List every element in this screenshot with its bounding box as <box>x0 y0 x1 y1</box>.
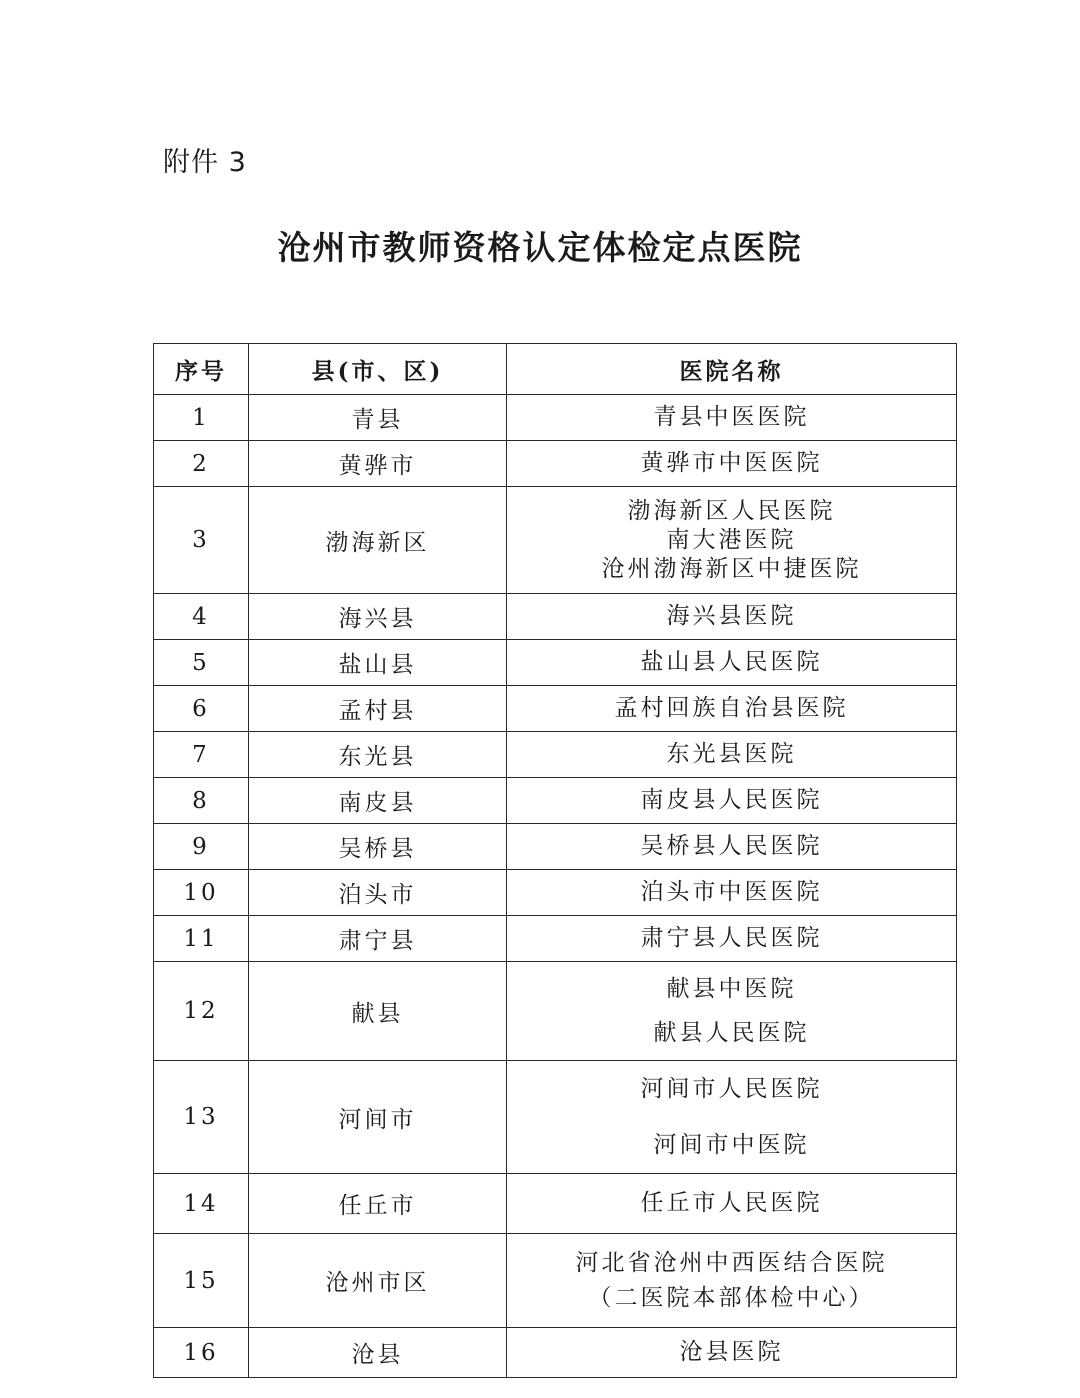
row-no: 11 <box>154 916 249 962</box>
table-header-row <box>154 344 957 395</box>
row-county: 孟村县 <box>249 686 507 732</box>
row-no: 2 <box>154 441 249 487</box>
row-hospitals <box>507 1234 957 1328</box>
row-county: 青县 <box>249 395 507 441</box>
row-hospitals <box>507 395 957 441</box>
row-no: 7 <box>154 732 249 778</box>
hospital-name: 沧县医院 <box>679 1339 784 1365</box>
row-no: 14 <box>154 1174 249 1234</box>
table-row <box>154 395 957 441</box>
hospital-name: 肃宁县人民医院 <box>640 925 823 951</box>
hospital-name: 南大港医院 <box>666 526 797 553</box>
row-county: 任丘市 <box>249 1174 507 1234</box>
table-row <box>154 686 957 732</box>
table-row <box>154 594 957 640</box>
row-county: 渤海新区 <box>249 487 507 594</box>
hospital-name: 黄骅市中医医院 <box>640 450 823 476</box>
row-no: 12 <box>154 962 249 1061</box>
hospital-name: 河北省沧州中西医结合医院 <box>575 1249 888 1276</box>
table-row <box>154 778 957 824</box>
row-county: 南皮县 <box>249 778 507 824</box>
hospital-name: 献县中医院 <box>666 976 797 1002</box>
row-hospitals <box>507 1328 957 1378</box>
row-county: 肃宁县 <box>249 916 507 962</box>
table-row <box>154 962 957 1061</box>
row-hospitals <box>507 441 957 487</box>
hospital-name: 青县中医医院 <box>653 404 810 430</box>
table-row <box>154 916 957 962</box>
table-row <box>154 1174 957 1234</box>
table-row <box>154 1061 957 1174</box>
hospital-name: 泊头市中医医院 <box>640 879 823 905</box>
row-no: 16 <box>154 1328 249 1378</box>
row-hospitals <box>507 1174 957 1234</box>
row-no: 15 <box>154 1234 249 1328</box>
hospital-name: 河间市人民医院 <box>640 1076 823 1102</box>
hospital-name: 吴桥县人民医院 <box>640 833 823 859</box>
row-county: 盐山县 <box>249 640 507 686</box>
hospital-name: 河间市中医院 <box>653 1132 810 1158</box>
row-county: 东光县 <box>249 732 507 778</box>
hospital-name: 东光县医院 <box>666 741 797 767</box>
row-hospitals <box>507 686 957 732</box>
header-county: 县(市、区) <box>249 344 507 395</box>
hospital-name: 海兴县医院 <box>666 603 797 629</box>
table-row <box>154 732 957 778</box>
row-county: 泊头市 <box>249 870 507 916</box>
hospital-name: 沧州渤海新区中捷医院 <box>601 555 862 582</box>
row-no: 1 <box>154 395 249 441</box>
row-no: 5 <box>154 640 249 686</box>
row-hospitals <box>507 916 957 962</box>
row-county: 海兴县 <box>249 594 507 640</box>
table-row <box>154 640 957 686</box>
row-hospitals <box>507 487 957 594</box>
row-no: 6 <box>154 686 249 732</box>
table-row <box>154 824 957 870</box>
row-hospitals <box>507 870 957 916</box>
header-no: 序号 <box>154 344 249 395</box>
row-county: 沧县 <box>249 1328 507 1378</box>
hospital-name: 任丘市人民医院 <box>640 1190 823 1216</box>
hospital-table <box>153 343 957 1378</box>
row-county: 沧州市区 <box>249 1234 507 1328</box>
row-no: 9 <box>154 824 249 870</box>
table-row <box>154 1234 957 1328</box>
attachment-label: 附件 3 <box>163 147 247 178</box>
row-county: 吴桥县 <box>249 824 507 870</box>
row-county: 黄骅市 <box>249 441 507 487</box>
hospital-name: 孟村回族自治县医院 <box>614 695 849 721</box>
row-hospitals <box>507 1061 957 1174</box>
hospital-name: 献县人民医院 <box>653 1020 810 1046</box>
row-county: 河间市 <box>249 1061 507 1174</box>
row-hospitals <box>507 594 957 640</box>
hospital-name: 盐山县人民医院 <box>640 649 823 675</box>
row-no: 10 <box>154 870 249 916</box>
row-no: 4 <box>154 594 249 640</box>
row-hospitals <box>507 824 957 870</box>
row-no: 3 <box>154 487 249 594</box>
hospital-name: （二医院本部体检中心） <box>588 1284 875 1311</box>
table-row <box>154 487 957 594</box>
hospital-name: 南皮县人民医院 <box>640 787 823 813</box>
table-row <box>154 441 957 487</box>
row-hospitals <box>507 732 957 778</box>
row-county: 献县 <box>249 962 507 1061</box>
table-row <box>154 870 957 916</box>
header-hospital: 医院名称 <box>507 344 957 395</box>
document-title: 沧州市教师资格认定体检定点医院 <box>277 228 803 267</box>
hospital-name: 渤海新区人民医院 <box>627 497 836 524</box>
row-hospitals <box>507 640 957 686</box>
row-hospitals <box>507 778 957 824</box>
table-row <box>154 1328 957 1378</box>
row-no: 8 <box>154 778 249 824</box>
row-hospitals <box>507 962 957 1061</box>
row-no: 13 <box>154 1061 249 1174</box>
